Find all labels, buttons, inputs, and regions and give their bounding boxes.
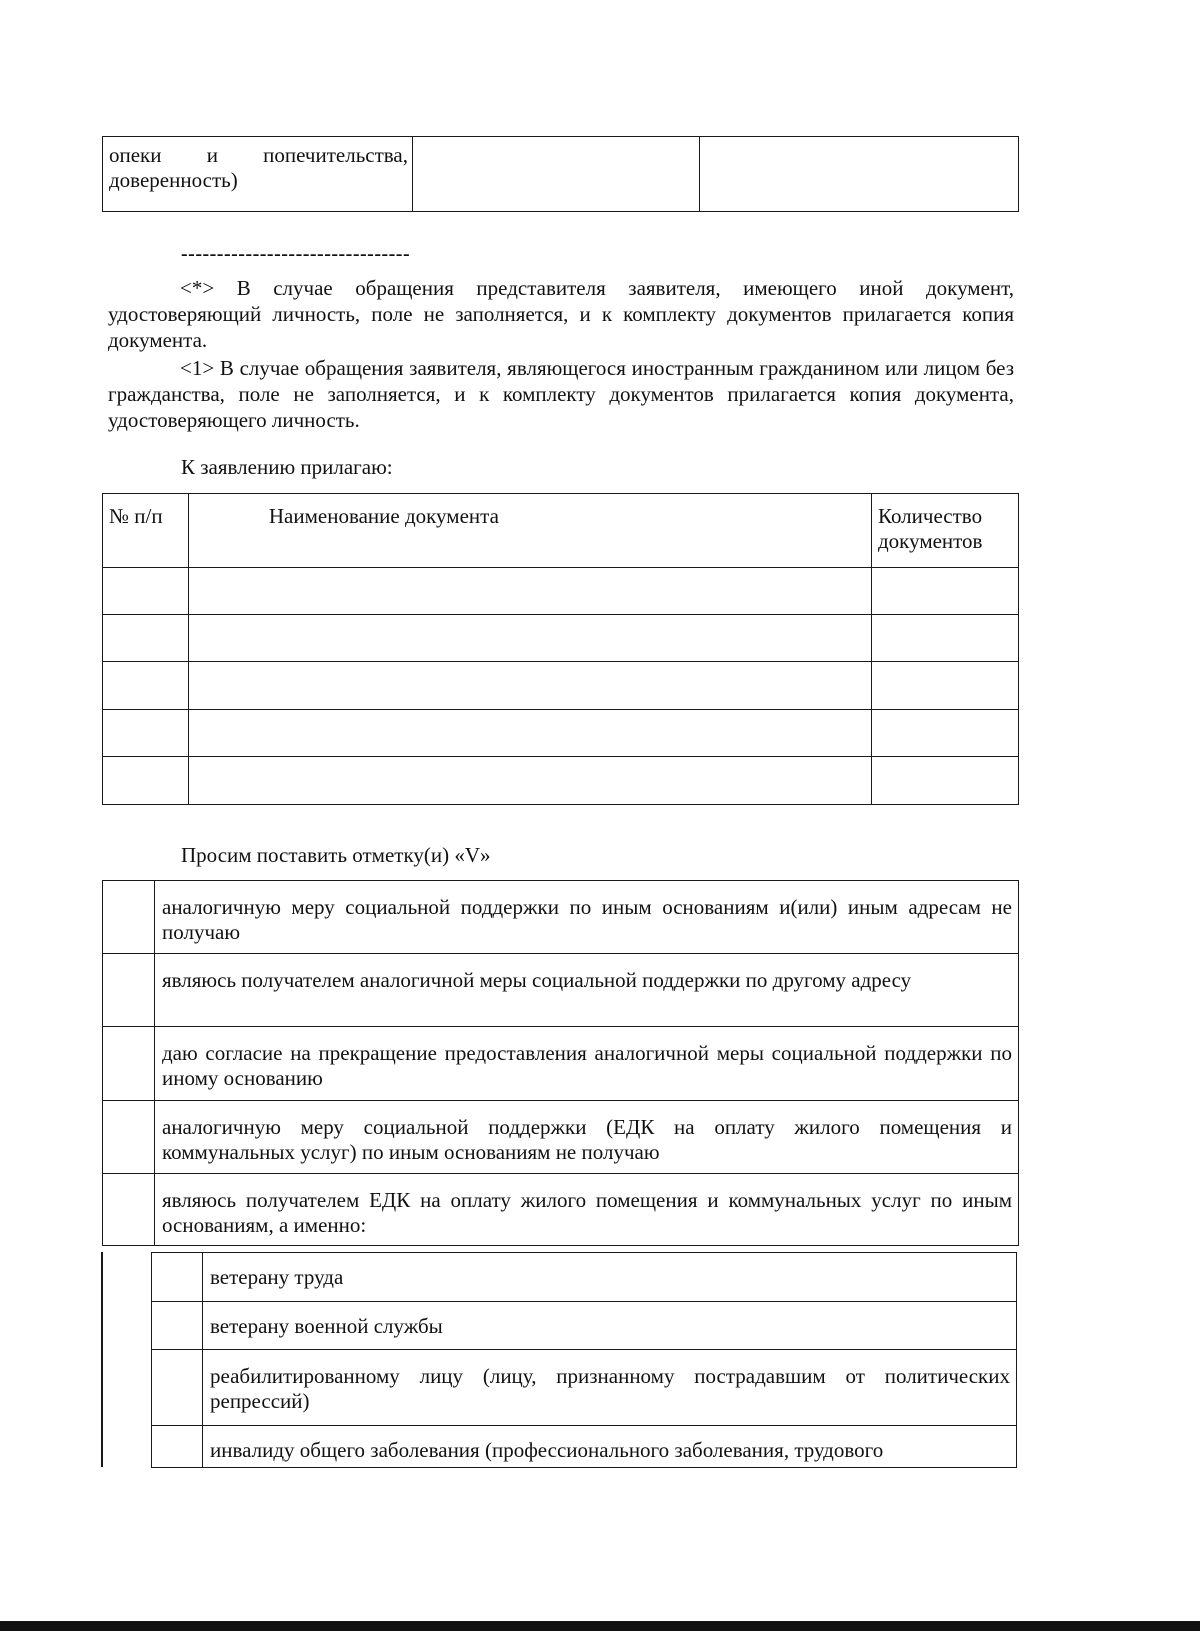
footnote-separator: -------------------------------- bbox=[181, 243, 411, 265]
quantity-cell[interactable] bbox=[872, 757, 1019, 805]
row-number-cell[interactable] bbox=[103, 710, 189, 757]
checklist-item-text: даю согласие на прекращение предоставления аналогичной меры социальной поддержки по иному основанию bbox=[155, 1027, 1019, 1101]
sub-item-text: инвалиду общего заболевания (профессионального заболевания, трудового bbox=[203, 1426, 1017, 1468]
row-number-cell[interactable] bbox=[103, 662, 189, 710]
quantity-cell[interactable] bbox=[872, 568, 1019, 615]
checkbox-cell[interactable] bbox=[103, 954, 155, 1027]
scan-edge-bar bbox=[0, 1621, 1200, 1631]
checkbox-cell[interactable] bbox=[103, 881, 155, 954]
top-table-cell-2[interactable] bbox=[413, 137, 700, 212]
checklist-row bbox=[103, 1101, 1019, 1174]
row-number-cell[interactable] bbox=[103, 615, 189, 662]
sub-items-table bbox=[151, 1252, 1017, 1468]
sub-item-row bbox=[152, 1426, 1017, 1468]
sub-item-text: ветерану труда bbox=[203, 1253, 1017, 1302]
footnote-star: <*> В случае обращения представителя заявителя, имеющего иной документ, удостоверяющий личность, поле не заполняется, и к комплекту документов прилагается копия документа. bbox=[108, 276, 1014, 352]
sub-checkbox-cell[interactable] bbox=[152, 1426, 203, 1468]
table-row bbox=[103, 568, 1019, 615]
document-name-cell[interactable] bbox=[188, 568, 871, 615]
checklist-table bbox=[102, 880, 1019, 1246]
table-row bbox=[103, 710, 1019, 757]
top-table-cell-text: опеки и попечительства, доверенность) bbox=[109, 143, 408, 192]
checkbox-cell[interactable] bbox=[103, 1101, 155, 1174]
attachments-header-row bbox=[103, 494, 1019, 568]
document-name-cell[interactable] bbox=[188, 615, 871, 662]
top-table bbox=[102, 136, 1019, 212]
sub-item-text: реабилитированному лицу (лицу, признанному пострадавшим от политических репрессий) bbox=[203, 1350, 1017, 1426]
checklist-row bbox=[103, 1174, 1019, 1246]
table-row bbox=[103, 662, 1019, 710]
column-header-quantity: Количество документов bbox=[872, 494, 1019, 568]
document-name-cell[interactable] bbox=[188, 757, 871, 805]
checklist-item-text: аналогичную меру социальной поддержки (ЕДК на оплату жилого помещения и коммунальных услуг) по иным основаниям не получаю bbox=[155, 1101, 1019, 1174]
footnote-one: <1> В случае обращения заявителя, являющегося иностранным гражданином или лицом без гражданства, поле не заполняется, и к комплекту документов прилагается копия документа, удостоверяющего личность. bbox=[108, 356, 1014, 432]
table-row bbox=[103, 757, 1019, 805]
row-number-cell[interactable] bbox=[103, 757, 189, 805]
row-number-cell[interactable] bbox=[103, 568, 189, 615]
column-header-number: № п/п bbox=[103, 494, 189, 568]
left-border-line bbox=[101, 1252, 103, 1467]
attachments-table bbox=[102, 493, 1019, 805]
sub-item-text: ветерану военной службы bbox=[203, 1302, 1017, 1350]
checklist-row bbox=[103, 1027, 1019, 1101]
checkbox-cell[interactable] bbox=[103, 1027, 155, 1101]
document-name-cell[interactable] bbox=[188, 710, 871, 757]
sub-checkbox-cell[interactable] bbox=[152, 1302, 203, 1350]
document-name-cell[interactable] bbox=[188, 662, 871, 710]
sub-checkbox-cell[interactable] bbox=[152, 1350, 203, 1426]
table-row bbox=[103, 615, 1019, 662]
checklist-item-text: аналогичную меру социальной поддержки по иным основаниям и(или) иным адресам не получаю bbox=[155, 881, 1019, 954]
sub-item-row bbox=[152, 1350, 1017, 1426]
sub-item-row bbox=[152, 1302, 1017, 1350]
top-table-cell-1 bbox=[103, 137, 413, 212]
quantity-cell[interactable] bbox=[872, 710, 1019, 757]
quantity-cell[interactable] bbox=[872, 615, 1019, 662]
checklist-item-text: являюсь получателем ЕДК на оплату жилого помещения и коммунальных услуг по иным основаниям, а именно: bbox=[155, 1174, 1019, 1246]
column-header-document-name: Наименование документа bbox=[188, 494, 871, 568]
sub-checkbox-cell[interactable] bbox=[152, 1253, 203, 1302]
checkbox-cell[interactable] bbox=[103, 1174, 155, 1246]
quantity-cell[interactable] bbox=[872, 662, 1019, 710]
checklist-row bbox=[103, 954, 1019, 1027]
checklist-row bbox=[103, 881, 1019, 954]
top-table-cell-3[interactable] bbox=[700, 137, 1019, 212]
sub-item-row bbox=[152, 1253, 1017, 1302]
attachments-heading: К заявлению прилагаю: bbox=[181, 455, 393, 479]
checklist-item-text: являюсь получателем аналогичной меры социальной поддержки по другому адресу bbox=[155, 954, 1019, 1027]
checklist-heading: Просим поставить отметку(и) «V» bbox=[181, 843, 491, 867]
